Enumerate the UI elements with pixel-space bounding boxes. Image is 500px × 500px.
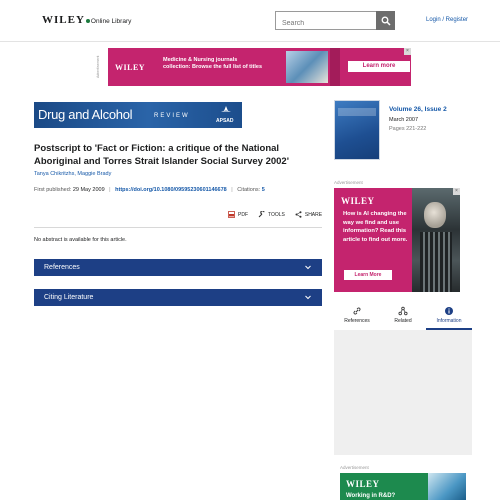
citations-label: Citations:: [237, 187, 261, 193]
meta-separator: |: [231, 187, 233, 193]
related-icon: [398, 306, 408, 316]
first-published-date: 29 May 2009: [72, 187, 105, 193]
tools-label: TOOLS: [268, 211, 285, 218]
article-authors[interactable]: Tanya Chikritzhs, Maggie Brady: [34, 171, 112, 177]
information-panel: [334, 330, 472, 455]
citing-literature-accordion-label: Citing Literature: [44, 294, 94, 301]
search-box: [275, 11, 376, 30]
issue-link[interactable]: Volume 26, Issue 2: [389, 106, 447, 113]
ad-close-icon[interactable]: ×: [453, 188, 460, 195]
logo-product: Online Library: [90, 18, 132, 25]
references-accordion[interactable]: [34, 259, 322, 276]
side-ad-text: How is AI changing the way we find and use information? Read this article to find out more.: [343, 211, 408, 243]
ad-close-icon[interactable]: ×: [404, 48, 411, 55]
apsad-logo-icon: [220, 106, 232, 116]
tools-button[interactable]: [258, 211, 285, 218]
advertisement-label: Advertisement: [96, 55, 100, 79]
ad-learn-more-button[interactable]: Learn more: [348, 61, 410, 72]
citations-count[interactable]: 5: [261, 187, 265, 193]
search-input[interactable]: [276, 15, 376, 32]
side-ad-brand: WILEY: [341, 196, 375, 206]
search-icon: [381, 16, 391, 26]
search-button[interactable]: [376, 11, 395, 30]
tab-related-label: Related: [394, 318, 412, 324]
side-ad[interactable]: [334, 188, 460, 292]
pdf-button[interactable]: [228, 211, 248, 218]
citing-literature-accordion[interactable]: [34, 289, 322, 306]
chevron-down-icon: [304, 293, 312, 301]
tab-information-label: Information: [436, 318, 462, 324]
bottom-ad[interactable]: [340, 473, 466, 500]
article-meta: [34, 187, 265, 193]
site-header: [0, 0, 500, 42]
ad-photo-strip: [330, 48, 340, 86]
cover-title-band: [338, 108, 376, 116]
logo-brand: WILEY: [42, 14, 85, 26]
references-accordion-label: References: [44, 264, 80, 271]
bottom-ad-brand: WILEY: [346, 479, 380, 489]
issue-date: March 2007: [389, 117, 419, 123]
article-toolbar: [228, 211, 322, 218]
doi-link[interactable]: https://doi.org/10.1080/09595230601146678: [115, 187, 227, 193]
info-tabs: [334, 302, 472, 330]
ad-photo: [286, 51, 328, 83]
wrench-icon: [258, 211, 265, 218]
pdf-label: PDF: [238, 211, 248, 218]
journal-subtitle: REVIEW: [154, 113, 190, 119]
top-banner-ad[interactable]: [108, 48, 411, 86]
share-icon: [295, 211, 302, 218]
first-published-label: First published:: [34, 187, 72, 193]
info-icon: [444, 306, 454, 316]
society-name: APSAD: [216, 118, 234, 124]
robot-head-image: [424, 202, 446, 228]
advertisement-label: Advertisement: [340, 465, 369, 470]
abstract-text: No abstract is available for this article.: [34, 237, 127, 243]
link-icon: [352, 306, 362, 316]
pdf-icon: [228, 211, 235, 218]
robot-body-image: [420, 232, 452, 292]
bottom-ad-text: Working in R&D?: [346, 493, 396, 499]
tab-related[interactable]: [380, 302, 426, 330]
logo-dot-icon: [86, 19, 90, 23]
share-label: SHARE: [304, 211, 323, 218]
divider: [34, 227, 322, 228]
journal-title: Drug and Alcohol: [38, 107, 133, 122]
tab-information[interactable]: [426, 302, 472, 330]
journal-cover-image[interactable]: [334, 100, 380, 160]
ad-text: Medicine & Nursing journals collection: Browse the full list of titles: [163, 57, 263, 70]
share-button[interactable]: [295, 211, 322, 218]
journal-banner[interactable]: [34, 102, 242, 128]
bottom-ad-image: [428, 473, 466, 500]
wiley-online-library-logo[interactable]: [42, 14, 131, 26]
chevron-down-icon: [304, 263, 312, 271]
meta-separator: |: [109, 187, 111, 193]
tab-references-label: References: [344, 318, 370, 324]
article-title: Postscript to 'Fact or Fiction: a critique of the National Aboriginal and Torres Strait Islander Social Survey 2002': [34, 143, 289, 167]
login-register-link[interactable]: Login / Register: [426, 17, 469, 23]
issue-pages: Pages 221-222: [389, 126, 427, 132]
ad-brand: WILEY: [115, 63, 146, 72]
side-ad-learn-more-button[interactable]: Learn More: [344, 270, 392, 280]
tab-references[interactable]: [334, 302, 380, 330]
advertisement-label: Advertisement: [334, 180, 363, 185]
